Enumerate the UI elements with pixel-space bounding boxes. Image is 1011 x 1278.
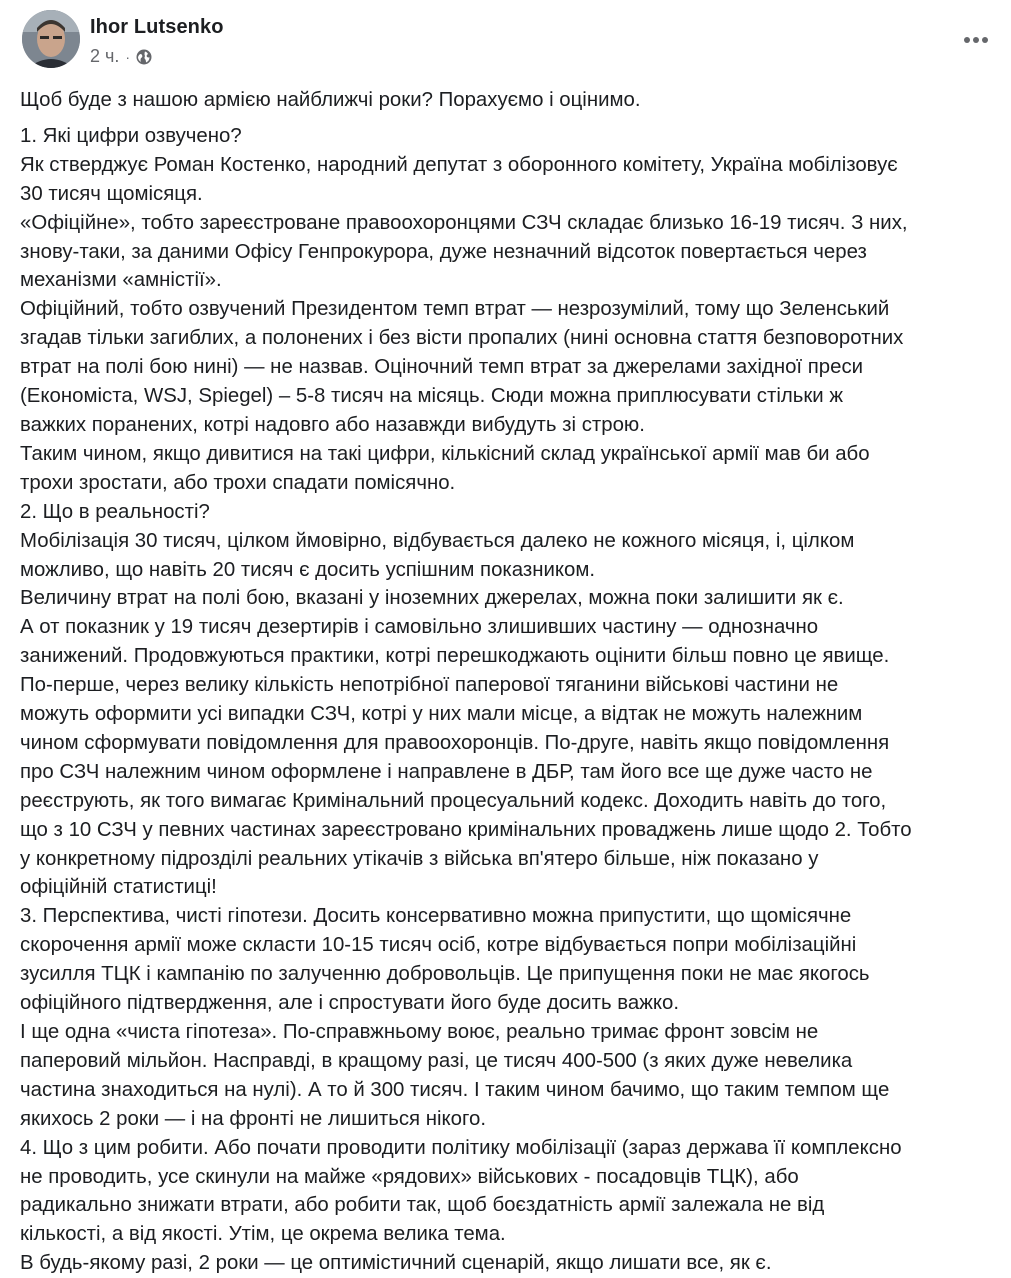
post-paragraph: А от показник у 19 тисяч дезертирів і самовільно злишивших частину — однозначно занижений. Продовжуються практики, котрі перешкоджають оцінити більш повно це явище. (20, 616, 890, 668)
post-paragraph: 3. Перспектива, чисті гіпотези. Досить консервативно можна припустити, що щомісячне скорочення армії може скласти 10-15 тисяч осіб, котре відбувається попри мобілізаційні зусилля ТЦК і кампанію по залученню добровольців. Це припущення поки не має якогось офіційного підтвердження, але і спростувати його буде досить важко. (20, 905, 870, 1015)
more-horizontal-icon (963, 36, 989, 44)
post-paragraph: Таким чином, якщо дивитися на такі цифри, кількісний склад української армії мав би або трохи зростати, або трохи спадати помісячно. (20, 442, 870, 494)
post-paragraph: 4. Що з цим робити. Або почати проводити політику мобілізації (зараз держава її комплексно не проводить, усе скинули на майже «рядових» військових - посадовців ТЦК), або радикально знижати втрати, або робити так, щоб боєздатність армії залежала не від кількості, а від якості. Утім, це окрема велика тема. (20, 1136, 902, 1246)
post-text (20, 86, 1010, 1278)
post-header (22, 10, 1002, 80)
post-paragraph: «Офіційне», тобто зареєстроване правоохоронцями СЗЧ складає близько 16-19 тисяч. З них, знову-таки, за даними Офісу Генпрокурора, дуже незначний відсоток повертається через механізми «амністії». (20, 211, 908, 292)
post-paragraph: 2. Що в реальності? (20, 500, 210, 523)
post-meta (90, 46, 152, 67)
post-paragraph: І ще одна «чиста гіпотеза». По-справжньому воює, реально тримає фронт зовсім не паперовий мільйон. Насправді, в кращому разі, це тисяч 400-500 (з яких дуже невелика частина знаходиться на нулі). А то й 300 тисяч. І таким чином бачимо, що таким темпом ще якихось 2 роки — і на фронті не лишиться нікого. (20, 1021, 890, 1130)
post-paragraph: Величину втрат на полі бою, вказані у іноземних джерелах, можна поки залишити як є. (20, 587, 844, 610)
meta-separator: · (125, 48, 131, 65)
post-intro: Щоб буде з нашою армією найближчі роки? Порахуємо і оцінимо. (20, 89, 641, 111)
post-paragraph: Як стверджує Роман Костенко, народний депутат з оборонного комітету, Україна мобілізовує 30 тисяч щомісяця. (20, 153, 898, 205)
post-timestamp[interactable]: 2 ч. (90, 46, 120, 66)
post-paragraph: Мобілізація 30 тисяч, цілком ймовірно, відбувається далеко не кожного місяця, і, цілком можливо, що навіть 20 тисяч є досить успішним показником. (20, 529, 855, 581)
post-paragraph: В будь-якому разі, 2 роки — це оптимістичний сценарій, якщо лишати все, як є. (20, 1252, 772, 1275)
author-name[interactable]: Ihor Lutsenko (90, 16, 224, 38)
post-paragraph: Офіційний, тобто озвучений Президентом темп втрат — незрозумілий, тому що Зеленський згадав тільки загиблих, а полонених і без вісти пропалих (нині основна стаття безповоротних втрат на полі бою нині) — не назвав. Оціночний темп втрат за джерелами західної преси (Економіста, WSJ, Spiegel) – 5-8 тисяч на місяць. Сюди можна приплюсувати стільки ж важких поранених, котрі надовго або назавжди вибудуть зі строю. (20, 298, 904, 436)
avatar-image (22, 10, 80, 68)
more-options-button[interactable] (956, 28, 996, 52)
post-paragraph: По-перше, через велику кількість непотрібної паперової тяганини військові частини не можуть оформити усі випадки СЗЧ, котрі у них мали місце, а відтак не можуть належним чином сформувати повідомлення для правоохоронців. По-друге, навіть якщо повідомлення про СЗЧ належним чином оформлене і направлене в ДБР, там його все ще дуже часто не реєструють, як того вимагає Кримінальний процесуальний кодекс. Доходить навіть до того, що з 10 СЗЧ у певних частинах зареєстровано кримінальних проваджень лише щодо 2. Тобто у конкретному підрозділі реальних утікачів з війська вп'ятеро більше, ніж показано у офіційній статистиці! (20, 674, 912, 899)
avatar[interactable] (22, 10, 80, 68)
post-paragraph: 1. Які цифри озвучено? (20, 124, 242, 147)
globe-icon[interactable] (136, 49, 152, 65)
